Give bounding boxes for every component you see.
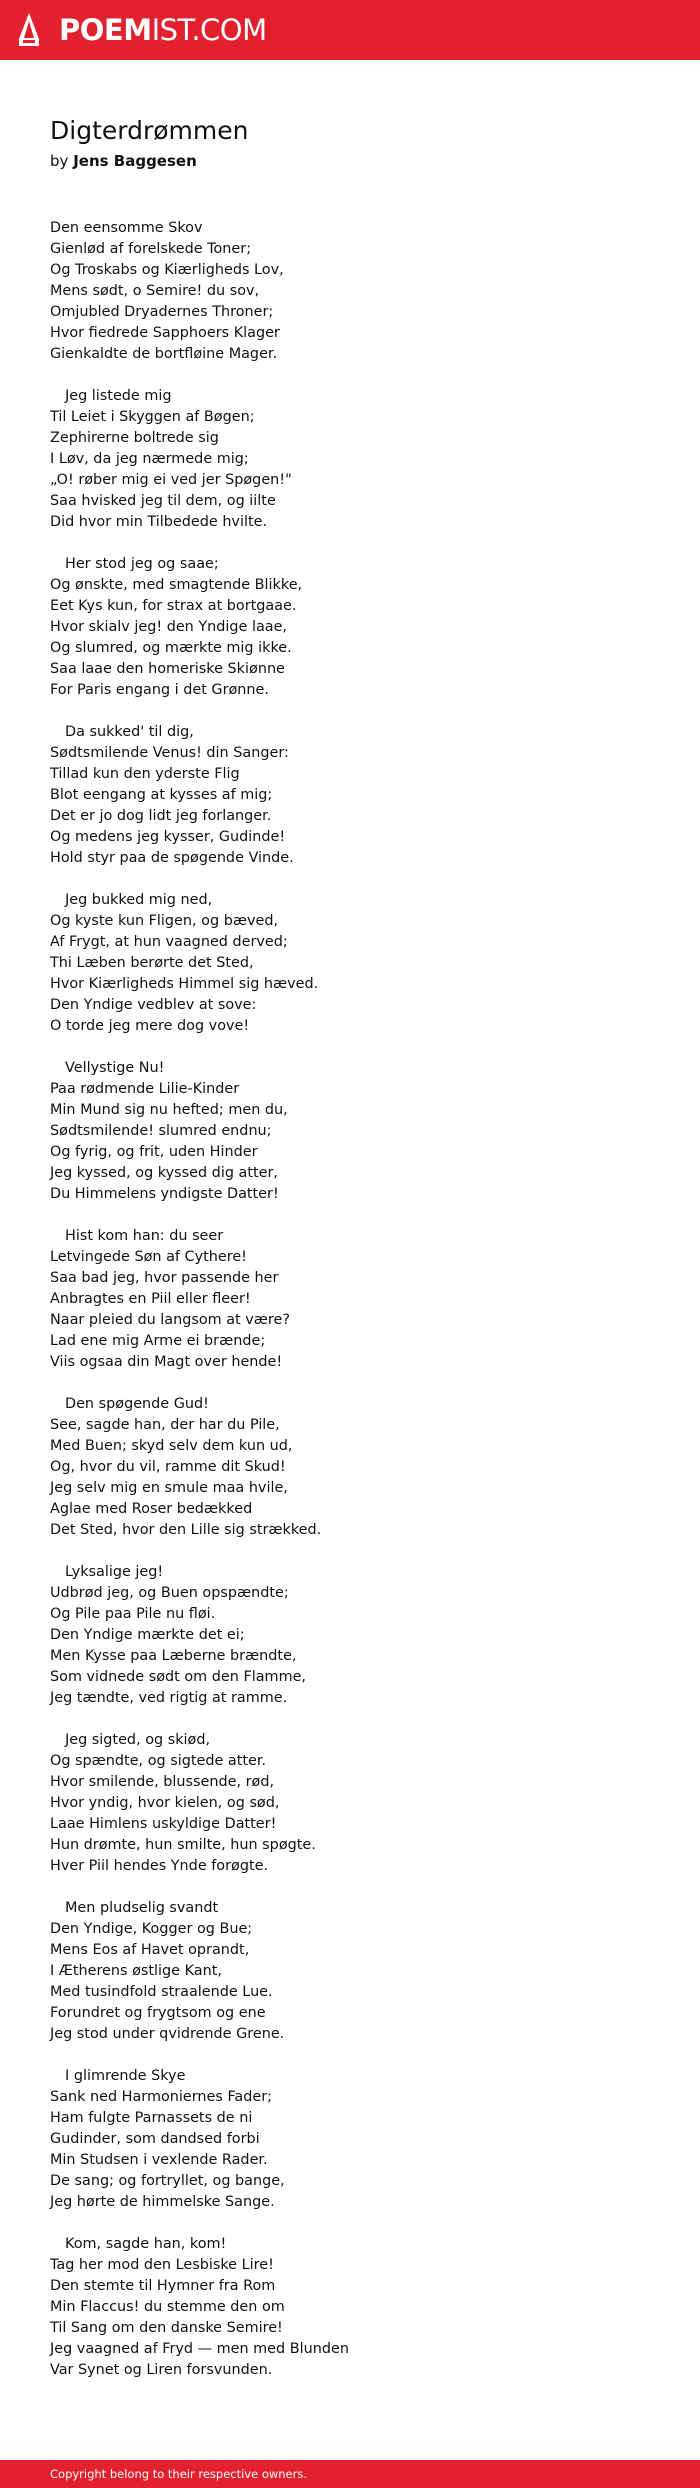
poem-stanza bbox=[50, 1058, 670, 1205]
poem-line: Jeg vaagned af Fryd — men med Blunden bbox=[50, 2341, 349, 2357]
poem-stanza bbox=[50, 890, 670, 1037]
poem-line: Zephirerne boltrede sig bbox=[50, 430, 219, 446]
site-header bbox=[0, 0, 700, 60]
site-logo[interactable] bbox=[0, 12, 267, 48]
poem-line: Den Yndige vedblev at sove: bbox=[50, 997, 257, 1013]
poem-line: Omjubled Dryadernes Throner; bbox=[50, 304, 274, 320]
poem-line: Du Himmelens yndigste Datter! bbox=[50, 1186, 279, 1202]
poem-stanza bbox=[50, 2066, 670, 2213]
poem-line: I Løv, da jeg nærmede mig; bbox=[50, 451, 249, 467]
poem-line: Til Sang om den danske Semire! bbox=[50, 2320, 283, 2336]
poem-line: Sank ned Harmoniernes Fader; bbox=[50, 2089, 272, 2105]
poem-line: Hold styr paa de spøgende Vinde. bbox=[50, 850, 294, 866]
poem-body bbox=[50, 218, 670, 2381]
poem-line: Hvor smilende, blussende, rød, bbox=[50, 1774, 275, 1790]
poem-line: Laae Himlens uskyldige Datter! bbox=[50, 1816, 277, 1832]
poem-line: Min Flaccus! du stemme den om bbox=[50, 2299, 285, 2315]
poem-stanza bbox=[50, 1898, 670, 2045]
poem-stanza bbox=[50, 1730, 670, 1877]
poem-line: Af Frygt, at hun vaagned derved; bbox=[50, 934, 288, 950]
poem-line: Hun drømte, hun smilte, hun spøgte. bbox=[50, 1837, 316, 1853]
poem-line: Men pludselig svandt bbox=[65, 1900, 219, 1916]
poem-line: Sødtsmilende! slumred endnu; bbox=[50, 1123, 272, 1139]
poem-line: Jeg selv mig en smule maa hvile, bbox=[50, 1480, 288, 1496]
poem-line: Tag her mod den Lesbiske Lire! bbox=[50, 2257, 274, 2273]
poem-line: Lyksalige jeg! bbox=[65, 1564, 164, 1580]
site-footer bbox=[0, 2460, 700, 2488]
author-name[interactable]: Jens Baggesen bbox=[73, 152, 197, 170]
poem-line: Den Yndige, Kogger og Bue; bbox=[50, 1921, 253, 1937]
poem-line: Min Studsen i vexlende Rader. bbox=[50, 2152, 268, 2168]
poem-line: Did hvor min Tilbedede hvilte. bbox=[50, 514, 268, 530]
poem-line: Lad ene mig Arme ei brænde; bbox=[50, 1333, 266, 1349]
poem-line: Udbrød jeg, og Buen opspændte; bbox=[50, 1585, 289, 1601]
poem-line: Aglae med Roser bedækked bbox=[50, 1501, 253, 1517]
poem-line: Kom, sagde han, kom! bbox=[65, 2236, 227, 2252]
poem-line: Her stod jeg og saae; bbox=[65, 556, 219, 572]
poem-line: Og Pile paa Pile nu fløi. bbox=[50, 1606, 216, 1622]
poem-line: Jeg tændte, ved rigtig at ramme. bbox=[50, 1690, 288, 1706]
poem-stanza bbox=[50, 2234, 670, 2381]
poem-line: For Paris engang i det Grønne. bbox=[50, 682, 269, 698]
poem-line: Og slumred, og mærkte mig ikke. bbox=[50, 640, 292, 656]
poem-line: Saa bad jeg, hvor passende her bbox=[50, 1270, 279, 1286]
poem-line: Og ønskte, med smagtende Blikke, bbox=[50, 577, 303, 593]
poem-line: Med tusindfold straalende Lue. bbox=[50, 1984, 273, 2000]
poem-line: Og fyrig, og frit, uden Hinder bbox=[50, 1144, 258, 1160]
poem-line: Jeg listede mig bbox=[65, 388, 172, 404]
poem-line: Forundret og frygtsom og ene bbox=[50, 2005, 266, 2021]
poem-line: Eet Kys kun, for strax at bortgaae. bbox=[50, 598, 297, 614]
poem-line: Mens sødt, o Semire! du sov, bbox=[50, 283, 260, 299]
poem-line: De sang; og fortryllet, og bange, bbox=[50, 2173, 285, 2189]
poem-line: „O! røber mig ei ved jer Spøgen!" bbox=[50, 472, 292, 488]
poem-stanza bbox=[50, 1226, 670, 1373]
poem-line: Ham fulgte Parnassets de ni bbox=[50, 2110, 253, 2126]
poem-line: Til Leiet i Skyggen af Bøgen; bbox=[50, 409, 255, 425]
poem-line: Thi Læben berørte det Sted, bbox=[50, 955, 254, 971]
poem-stanza bbox=[50, 1394, 670, 1541]
poem-line: Sødtsmilende Venus! din Sanger: bbox=[50, 745, 289, 761]
poem-line: Gienlød af forelskede Toner; bbox=[50, 241, 252, 257]
poem-line: See, sagde han, der har du Pile, bbox=[50, 1417, 280, 1433]
poem-line: I glimrende Skye bbox=[65, 2068, 186, 2084]
poem-line: Den stemte til Hymner fra Rom bbox=[50, 2278, 276, 2294]
poem-line: Paa rødmende Lilie-Kinder bbox=[50, 1081, 240, 1097]
poem-line: Mens Eos af Havet oprandt, bbox=[50, 1942, 250, 1958]
poem-line: Vellystige Nu! bbox=[65, 1060, 165, 1076]
poem-line: Hist kom han: du seer bbox=[65, 1228, 224, 1244]
poem-line: Hvor fiedrede Sapphoers Klager bbox=[50, 325, 280, 341]
poem-line: Gienkaldte de bortfløine Mager. bbox=[50, 346, 278, 362]
poem-line: Den spøgende Gud! bbox=[65, 1396, 209, 1412]
poem-line: Jeg hørte de himmelske Sange. bbox=[50, 2194, 275, 2210]
poem-line: Hvor yndig, hvor kielen, og sød, bbox=[50, 1795, 280, 1811]
poem-line: Og kyste kun Fligen, og bæved, bbox=[50, 913, 279, 929]
poem-content bbox=[50, 112, 670, 2402]
poem-line: Og, hvor du vil, ramme dit Skud! bbox=[50, 1459, 286, 1475]
poem-line: Og Troskabs og Kiærligheds Lov, bbox=[50, 262, 284, 278]
poem-line: Var Synet og Liren forsvunden. bbox=[50, 2362, 273, 2378]
poem-line: Min Mund sig nu hefted; men du, bbox=[50, 1102, 288, 1118]
site-logo-text: POEMIST.COM bbox=[59, 12, 267, 47]
poem-line: Jeg stod under qvidrende Grene. bbox=[50, 2026, 285, 2042]
poem-line: Med Buen; skyd selv dem kun ud, bbox=[50, 1438, 293, 1454]
poem-line: Saa hvisked jeg til dem, og iilte bbox=[50, 493, 276, 509]
byline bbox=[50, 150, 670, 172]
poem-line: Letvingede Søn af Cythere! bbox=[50, 1249, 247, 1265]
poem-line: Og medens jeg kysser, Gudinde! bbox=[50, 829, 286, 845]
poem-line: Den Yndige mærkte det ei; bbox=[50, 1627, 245, 1643]
poem-line: Det er jo dog lidt jeg forlanger. bbox=[50, 808, 272, 824]
poem-stanza bbox=[50, 722, 670, 869]
poem-stanza bbox=[50, 554, 670, 701]
poem-line: Og spændte, og sigtede atter. bbox=[50, 1753, 267, 1769]
poem-line: Anbragtes en Piil eller fleer! bbox=[50, 1291, 251, 1307]
by-label: by bbox=[50, 152, 69, 170]
poem-line: Jeg bukked mig ned, bbox=[65, 892, 213, 908]
copyright-text: Copyright belong to their respective owners. bbox=[50, 2467, 308, 2481]
poem-line: Den eensomme Skov bbox=[50, 220, 203, 236]
poem-line: Det Sted, hvor den Lille sig strækked. bbox=[50, 1522, 322, 1538]
poem-line: Tillad kun den yderste Flig bbox=[50, 766, 240, 782]
poem-line: I Ætherens østlige Kant, bbox=[50, 1963, 222, 1979]
poem-line: O torde jeg mere dog vove! bbox=[50, 1018, 250, 1034]
poem-line: Naar pleied du langsom at være? bbox=[50, 1312, 291, 1328]
poem-title: Digterdrømmen bbox=[50, 116, 249, 145]
poem-line: Da sukked' til dig, bbox=[65, 724, 194, 740]
poem-line: Hvor skialv jeg! den Yndige laae, bbox=[50, 619, 288, 635]
poem-line: Blot eengang at kysses af mig; bbox=[50, 787, 273, 803]
poem-stanza bbox=[50, 218, 670, 365]
pen-nib-icon bbox=[17, 12, 41, 48]
poem-line: Viis ogsaa din Magt over hende! bbox=[50, 1354, 283, 1370]
poem-line: Jeg sigted, og skiød, bbox=[65, 1732, 211, 1748]
poem-line: Hver Piil hendes Ynde forøgte. bbox=[50, 1858, 269, 1874]
poem-line: Men Kysse paa Læberne brændte, bbox=[50, 1648, 297, 1664]
poem-line: Som vidnede sødt om den Flamme, bbox=[50, 1669, 307, 1685]
poem-stanza bbox=[50, 1562, 670, 1709]
poem-line: Hvor Kiærligheds Himmel sig hæved. bbox=[50, 976, 319, 992]
poem-line: Jeg kyssed, og kyssed dig atter, bbox=[50, 1165, 278, 1181]
poem-stanza bbox=[50, 386, 670, 533]
poem-line: Saa laae den homeriske Skiønne bbox=[50, 661, 285, 677]
poem-line: Gudinder, som dandsed forbi bbox=[50, 2131, 260, 2147]
